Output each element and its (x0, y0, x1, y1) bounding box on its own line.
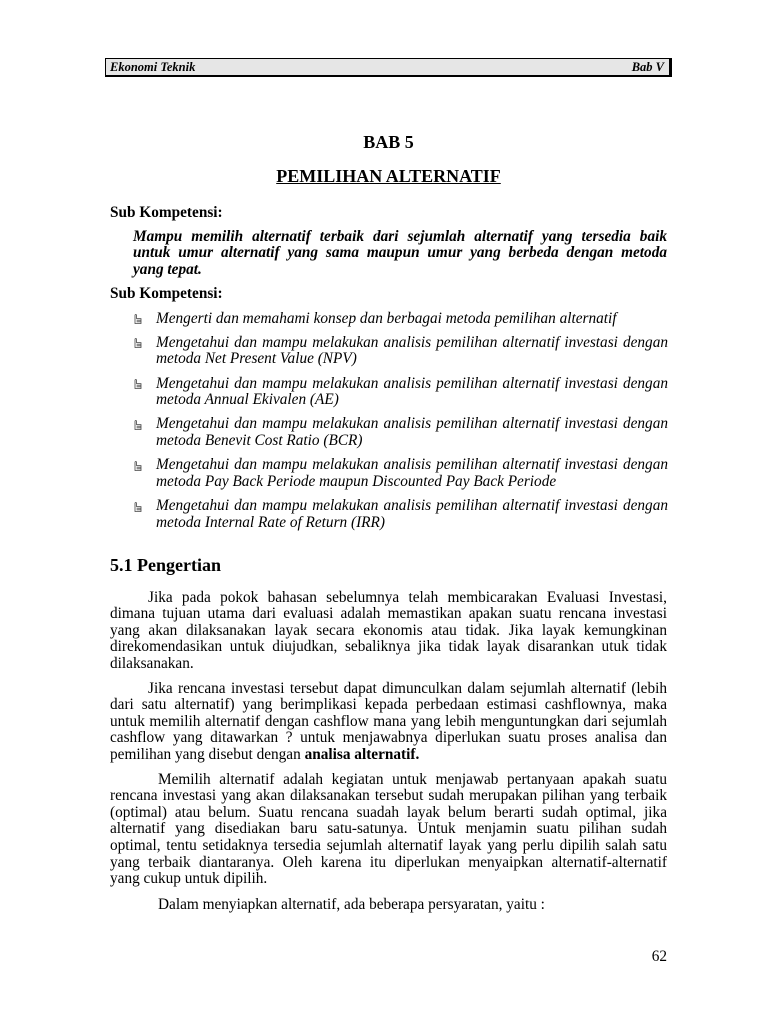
paragraph (110, 897, 667, 914)
running-header-chapter: Bab V (631, 60, 664, 74)
chapter-number: BAB 5 (363, 132, 414, 152)
paragraph-line: rencana investasi yang akan dilaksanakan tersebut sudah merupakan pilihan yang terbaik (110, 787, 667, 805)
paragraph-line: dimana tujuan utama dari evaluasi adalah memastikan apakan suatu rencana investasi (110, 605, 667, 623)
sub-competency-line: Mengerti dan memahami konsep dan berbagai metoda pemilihan alternatif (156, 309, 617, 327)
sub-competency-item (133, 376, 668, 409)
pointing-hand-icon (133, 461, 142, 471)
sub-competency-line: Mengetahui dan mampu melakukan analisis pemilihan alternatif investasi dengan (156, 497, 668, 514)
section-heading: 5.1 Pengertian (110, 555, 221, 575)
running-header-course: Ekonomi Teknik (110, 60, 196, 74)
paragraph-line: Jika rencana investasi tersebut dapat dimunculkan dalam sejumlah alternatif (lebih (148, 679, 667, 697)
paragraph-line-text: pemilihan yang disebut dengan (110, 746, 301, 764)
sub-competency-line: metoda Pay Back Periode maupun Discounted Pay Back Periode (156, 472, 557, 490)
running-header (105, 58, 672, 77)
paragraph-line: dari satu alternatif) yang berimplikasi kepada perbedaan estimasi cashflownya, maka (110, 696, 667, 714)
competency-line: yang tepat. (133, 260, 202, 278)
paragraph-line: Memilih alternatif adalah kegiatan untuk menjawab pertanyaan apakah suatu (158, 770, 667, 788)
sub-competency-list (133, 311, 668, 539)
pointing-hand-icon (133, 338, 142, 348)
paragraph-line: Dalam menyiapkan alternatif, ada beberapa persyaratan, yaitu : (158, 895, 545, 913)
sub-competency-line: metoda Internal Rate of Return (IRR) (156, 513, 385, 531)
sub-competency-line: metoda Benevit Cost Ratio (BCR) (156, 432, 363, 450)
sub-competency-line: Mengetahui dan mampu melakukan analisis pemilihan alternatif investasi dengan (156, 333, 668, 351)
paragraph (110, 681, 667, 764)
pointing-hand-icon (133, 420, 142, 430)
sub-competency-item (133, 311, 668, 328)
paragraph-line: alternatif yang disediakan baru satu-satunya. Untuk menjamin suatu pilihan sudah (110, 820, 667, 838)
sub-competency-item (133, 457, 668, 490)
sub-competency-line: metoda Net Present Value (NPV) (156, 350, 357, 368)
paragraph (110, 772, 667, 888)
sub-competency-item (133, 498, 668, 531)
pointing-hand-icon (133, 379, 142, 389)
sub-competency-line: Mengetahui dan mampu melakukan analisis pemilihan alternatif investasi dengan (156, 374, 668, 392)
paragraph-line: cashflow yang ditawarkan ? untuk menjawabnya diperlukan suatu proses analisa dan (110, 729, 667, 747)
paragraph-line: (optimal) atau belum. Suatu rencana suadah layak belum berarti sudah optimal, jika (110, 803, 667, 821)
paragraph-line: yang akan dilaksanakan layak secara ekonomis atau tidak. Jika layak kemungkinan (110, 621, 667, 639)
paragraph-line: optimal, tentu setidaknya tersedia sejumlah alternatif layak yang perlu dipilih salah satu (110, 837, 667, 855)
sub-competency-item (133, 335, 668, 368)
paragraph (110, 590, 667, 673)
paragraph-line: direkomendasikan untuk diujudkan, sebaliknya jika tidak layak disarankan utuk tidak (110, 638, 667, 656)
paragraph-line (110, 747, 667, 764)
paragraph-line: Jika pada pokok bahasan sebelumnya telah membicarakan Evaluasi Investasi, (148, 588, 667, 606)
sub-competency-heading: Sub Kompetensi: (110, 284, 223, 302)
sub-competency-line: Mengetahui dan mampu melakukan analisis pemilihan alternatif investasi dengan (156, 415, 668, 433)
sub-competency-item (133, 416, 668, 449)
paragraph-line: untuk memilih alternatif dengan cashflow mana yang lebih menguntungkan dari sejumlah (110, 712, 667, 730)
paragraph-line: yang cukup untuk dipilih. (110, 870, 268, 888)
chapter-title: PEMILIHAN ALTERNATIF (276, 166, 501, 186)
competency-statement (133, 229, 667, 279)
paragraph-line: dilaksanakan. (110, 655, 194, 673)
sub-competency-line: Mengetahui dan mampu melakukan analisis pemilihan alternatif investasi dengan (156, 456, 668, 474)
competency-line: Mampu memilih alternatif terbaik dari sejumlah alternatif yang tersedia baik (133, 227, 667, 245)
competency-heading: Sub Kompetensi: (110, 203, 223, 221)
sub-competency-line: metoda Annual Ekivalen (AE) (156, 391, 339, 409)
pointing-hand-icon (133, 314, 142, 324)
competency-line: untuk umur alternatif yang sama maupun umur yang berbeda dengan metoda (133, 244, 667, 262)
emphasis-term: analisa alternatif. (304, 746, 420, 764)
pointing-hand-icon (133, 502, 142, 512)
paragraph-line: yang terbaik diantaranya. Oleh karena itu diperlukan menyaipkan alternatif-alternatif (110, 853, 667, 871)
page-number: 62 (651, 947, 667, 965)
